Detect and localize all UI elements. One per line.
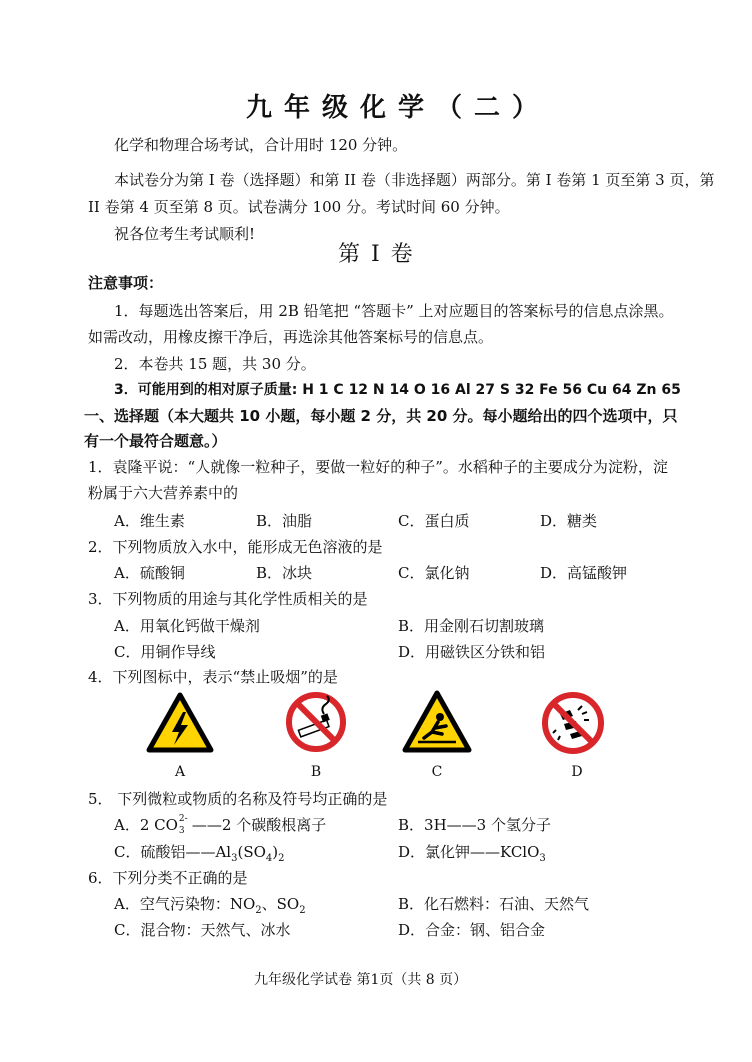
q1-stem-2: 粉属于六大营养素中的: [88, 484, 239, 502]
q5-option-b: B．3H——3 个氢分子: [398, 816, 551, 834]
q6-stem: 6．下列分类不正确的是: [88, 869, 248, 887]
q1-stem-1: 1．袁隆平说：“人就像一粒种子，要做一粒好的种子”。水稻种子的主要成分为淀粉，淀: [88, 458, 668, 476]
q2-option-a: A．硫酸铜: [114, 564, 185, 582]
intro-line-1: 化学和物理合场考试，合计用时 120 分钟。: [114, 136, 408, 154]
q3-stem: 3．下列物质的用途与其化学性质相关的是: [88, 590, 368, 608]
q2-stem: 2．下列物质放入水中，能形成无色溶液的是: [88, 538, 383, 556]
q3-option-d: D．用磁铁区分铁和铝: [398, 643, 546, 661]
q6-option-a: A．空气污染物：$NO_2$、$SO_2$: [114, 895, 306, 916]
section-heading-1: 一、选择题（本大题共 10 小题，每小题 2 分，共 20 分。每小题给出的四个选项中，只: [84, 407, 678, 425]
q4-label-a: A: [174, 764, 186, 780]
note-3: 3．可能用到的相对原子质量: H 1 C 12 N 14 O 16 Al 27 S 32 Fe 56 Cu 64 Zn 65: [114, 382, 681, 398]
q2-option-c: C．氯化钠: [398, 564, 470, 582]
q3-option-b: B．用金刚石切割玻璃: [398, 617, 545, 635]
no-fireworks-icon: [540, 690, 606, 756]
q2-option-b: B．冰块: [256, 564, 313, 582]
intro-line-2: 本试卷分为第 I 卷（选择题）和第 II 卷（非选择题）两部分。第 I 卷第 1 页至第 3 页，第: [114, 171, 715, 189]
note-1: 1．每题选出答案后，用 2B 铅笔把 “答题卡” 上对应题目的答案标号的信息点涂黑。: [114, 302, 674, 320]
q1-option-a: A．维生素: [114, 512, 185, 530]
q5-option-a: A．2 CO 2- 3 ——2 个碳酸根离子: [114, 814, 327, 836]
q6-option-c: C．混合物：天然气、冰水: [114, 921, 291, 939]
slippery-surface-warning-icon: [402, 690, 472, 754]
page-footer: 九年级化学试卷 第1页（共 8 页）: [254, 972, 468, 988]
q4-label-d: D: [571, 764, 583, 780]
note-1-cont: 如需改动，用橡皮擦干净后，再选涂其他答案标号的信息点。: [88, 328, 494, 346]
q1-option-b: B．油脂: [256, 512, 313, 530]
q1-option-c: C．蛋白质: [398, 512, 470, 530]
note-2: 2．本卷共 15 题，共 30 分。: [114, 355, 316, 373]
q4-label-b: B: [310, 764, 322, 780]
q1-option-d: D．糖类: [540, 512, 598, 530]
section-heading-2: 有一个最符合题意。）: [84, 432, 227, 450]
page-title: 九年级化学（二）: [246, 93, 551, 123]
q5-option-d: D．氯化钾——KClO$_3$: [398, 843, 546, 864]
volume-title: 第 I 卷: [338, 242, 415, 267]
q6-option-b: B．化石燃料：石油、天然气: [398, 895, 590, 913]
q2-option-d: D．高锰酸钾: [540, 564, 628, 582]
q5-option-c: C．硫酸铝$——Al_3(SO_4)_2$: [114, 843, 285, 864]
intro-line-3: II 卷第 4 页至第 8 页。试卷满分 100 分。考试时间 60 分钟。: [88, 198, 510, 216]
q3-option-a: A．用氧化钙做干燥剂: [114, 617, 260, 635]
intro-line-4: 祝各位考生考试顺利!: [114, 225, 256, 243]
q5-stem: 5． 下列微粒或物质的名称及符号均正确的是: [88, 790, 388, 808]
no-smoking-icon: [284, 690, 348, 754]
q3-option-c: C．用铜作导线: [114, 643, 216, 661]
high-voltage-warning-icon: [146, 692, 214, 754]
q4-label-c: C: [431, 764, 443, 780]
notes-heading: 注意事项：: [88, 274, 164, 292]
q6-option-d: D．合金：钢、铝合金: [398, 921, 546, 939]
q4-stem: 4．下列图标中，表示“禁止吸烟”的是: [88, 668, 338, 686]
